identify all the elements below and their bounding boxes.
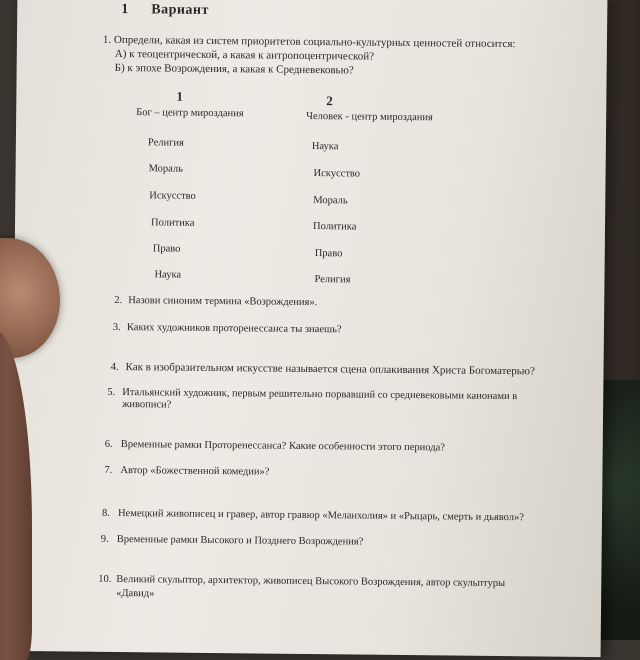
q1-line2: А) к теоцентрической, а какая к антропоцентрической? <box>114 47 375 63</box>
column1-number: 1 <box>176 88 183 104</box>
question-number: 4. <box>110 360 119 374</box>
column1-item: Наука <box>154 269 182 281</box>
column1-item: Право <box>152 243 181 255</box>
variant-number: 1 <box>121 2 129 18</box>
column2-item: Искусство <box>313 168 361 180</box>
column1-header: Бог – центр мироздания <box>136 107 244 120</box>
column1-item: Политика <box>150 217 195 229</box>
column2-item: Религия <box>314 274 351 286</box>
question-number: 7. <box>104 464 113 476</box>
column2-item: Наука <box>311 141 339 153</box>
question-number: 9. <box>100 533 109 545</box>
question-text: живописи? <box>122 399 172 411</box>
q1-line3: Б) к эпохе Возрождения, а какая к Средневековью? <box>114 61 354 77</box>
question-number: 10. <box>98 573 112 585</box>
question-number: 8. <box>101 507 110 519</box>
column2-item: Право <box>314 248 343 260</box>
question-text: Автор «Божественной комедии»? <box>120 465 270 478</box>
question-number: 6. <box>104 438 113 450</box>
question-text: Как в изобразительном искусстве называется сцена оплакивания Христа Богоматерью? <box>125 361 536 378</box>
question-text: Каких художников проторенессанса ты знаешь? <box>126 322 342 336</box>
question-text: Назови синоним термина «Возрождения». <box>128 295 318 309</box>
question-number: 5. <box>107 386 116 398</box>
worksheet-paper <box>11 0 608 657</box>
column1-item: Искусство <box>149 190 196 202</box>
column2-header: Человек - центр мироздания <box>306 110 433 124</box>
column1-item: Мораль <box>148 163 184 175</box>
question-number: 3. <box>112 321 121 334</box>
variant-title: Вариант <box>151 2 209 18</box>
question-text: Великий скульптор, архитектор, живописец Высокого Возрождения, автор скульптуры <box>116 573 506 590</box>
question-text: Немецкий живописец и гравер, автор гравюр «Меланхолия» и «Рыцарь, смерть и дьявол»? <box>117 508 525 524</box>
question-text: Итальянский художник, первым решительно порвавший со средневековыми канонами в <box>122 387 518 403</box>
question-number: 2. <box>114 294 123 307</box>
question-text: «Давид» <box>116 587 155 600</box>
column2-number: 2 <box>326 93 333 109</box>
question-text: Временные рамки Высокого и Позднего Возрождения? <box>116 533 364 548</box>
question-text: Временные рамки Проторенессанса? Какие особенности этого периода? <box>120 439 445 454</box>
column2-item: Политика <box>312 221 357 233</box>
q1-line1: 1. Определи, какая из систем приоритетов социально-культурных ценностей относится: <box>102 33 516 51</box>
column2-item: Мораль <box>313 195 348 207</box>
column1-item: Религия <box>147 137 184 149</box>
